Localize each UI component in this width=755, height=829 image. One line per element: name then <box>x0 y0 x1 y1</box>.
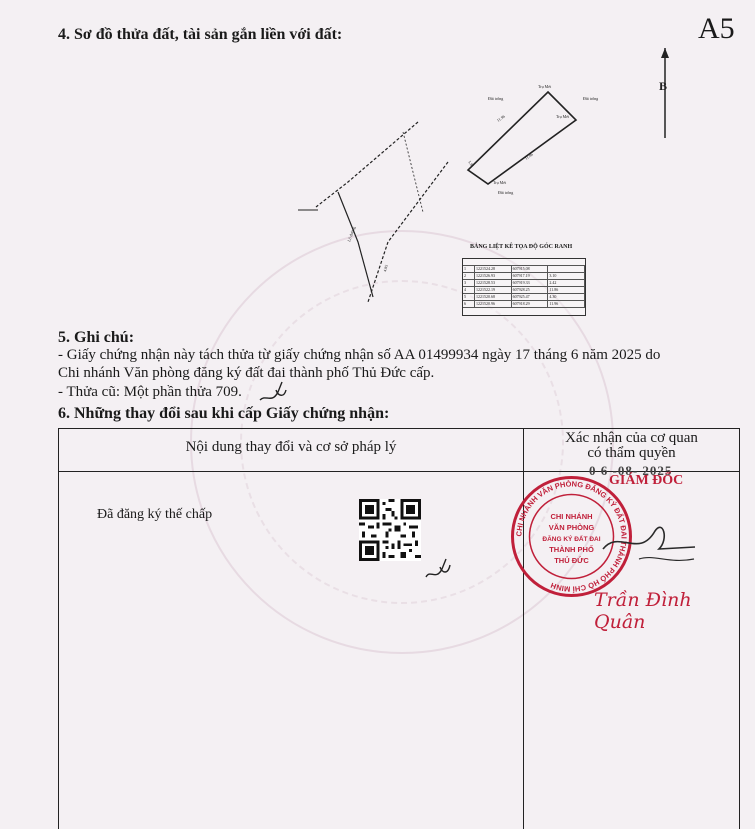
coord-table-cell: 1221520.96 <box>475 301 512 307</box>
section-5-title: 5. Ghi chú: <box>58 329 135 346</box>
map-label: Trụ Mét <box>493 180 507 185</box>
signature-stroke-icon <box>599 509 699 579</box>
note-line-1: - Giấy chứng nhận này tách thửa từ giấy chứng nhận số AA 01499934 ngày 17 tháng 6 năm 2025 do <box>58 347 661 363</box>
change-entry: Đã đăng ký thế chấp <box>97 507 213 522</box>
seal-line-5: THỦ ĐỨC <box>554 556 589 565</box>
note-line-3: - Thửa cũ: Một phần thửa 709. <box>58 384 242 400</box>
coord-table-cell: 5 <box>463 294 475 300</box>
section-6-title: 6. Những thay đổi sau khi cấp Giấy chứng nhận: <box>58 405 390 422</box>
seal-line-4: THÀNH PHỐ <box>549 545 594 554</box>
page-format-label: A5 <box>698 12 735 45</box>
confirmation-column-header: Xác nhận của cơ quan <box>565 430 698 446</box>
dimension-label: 5.81 <box>467 159 476 169</box>
coord-table-cell: 607919.33 <box>512 280 549 286</box>
north-label: B <box>659 79 668 93</box>
map-label: Đất trống <box>583 96 598 101</box>
section-4-title: 4. Sơ đồ thửa đất, tài sản gắn liền với đất: <box>58 26 343 43</box>
north-arrow-icon <box>655 48 675 138</box>
coord-table-cell: 607917.19 <box>512 273 549 279</box>
road-edge-1 <box>316 122 418 207</box>
coord-table-cell: 1221522.19 <box>475 287 512 293</box>
seal-line-1: CHI NHÁNH <box>550 512 593 521</box>
coord-table-cell: 607925.47 <box>512 294 549 300</box>
coord-table-row <box>463 294 585 301</box>
coord-table-cell: 6 <box>463 301 475 307</box>
seal-line-3: ĐĂNG KÝ ĐẤT ĐAI <box>542 536 601 543</box>
land-plot-boundary <box>468 92 576 184</box>
signer-name: Trần Đình Quân <box>594 589 692 633</box>
director-title: GIÁM ĐỐC <box>609 473 684 488</box>
coord-table-cell: 4 <box>463 287 475 293</box>
note-line-2: Chi nhánh Văn phòng đăng ký đất đai thành phố Thủ Đức cấp. <box>58 365 435 381</box>
coord-table-cell: 4.30 <box>548 294 585 300</box>
initial-mark-icon <box>258 380 288 406</box>
dimension-label: 11.96 <box>495 113 506 123</box>
changes-table <box>58 428 740 829</box>
map-label: Trụ Mét <box>538 84 552 89</box>
coord-table-cell <box>548 266 585 272</box>
coord-table-cell: 11.86 <box>548 287 585 293</box>
coord-table-cell: 3 <box>463 280 475 286</box>
coord-table-cell: 1221528.53 <box>475 280 512 286</box>
coord-table-cell: 1221526.93 <box>475 273 512 279</box>
coord-table-cell: 1221524.28 <box>475 266 512 272</box>
map-label: Trụ Mét <box>556 114 570 119</box>
coord-table-row <box>463 266 585 273</box>
coord-table-cell: 1 <box>463 266 475 272</box>
coordinate-table <box>462 258 586 316</box>
map-label: Đất trống <box>488 96 504 101</box>
road-edge-2 <box>368 162 448 302</box>
initial-mark-icon <box>424 557 452 583</box>
coord-table-cell: 2.42 <box>548 280 585 286</box>
road-edge-3 <box>338 192 373 297</box>
coord-table-cell: 3.10 <box>548 273 585 279</box>
seal-ring-text: CHI NHÁNH VĂN PHÒNG ĐĂNG KÝ ĐẤT ĐAI THÀNH PHỐ HỒ CHÍ MINH <box>514 479 629 594</box>
coord-table-cell: 2 <box>463 273 475 279</box>
coord-table-row <box>463 301 585 308</box>
coord-table-row <box>463 287 585 294</box>
confirmation-column-header-line-2: có thẩm quyền <box>587 445 676 461</box>
qr-code-icon <box>359 499 421 561</box>
coord-table-header <box>463 259 585 266</box>
coord-table-row <box>463 280 585 287</box>
seal-line-2: VĂN PHÒNG <box>548 523 595 532</box>
coord-table-row <box>463 273 585 280</box>
coord-table-cell: 11.96 <box>548 301 585 307</box>
coord-table-title: BẢNG LIỆT KÊ TỌA ĐỘ GÓC RANH <box>470 244 573 250</box>
dimension-label: 4.85 <box>382 264 389 273</box>
coord-table-cell: 607915.08 <box>512 266 549 272</box>
coord-table-cell: 607928.25 <box>512 287 549 293</box>
dimension-label: 11.86 <box>523 151 534 161</box>
stamp-date: 0 6 -08- 2025 <box>589 463 673 478</box>
map-label: Đất trống <box>498 190 514 195</box>
coord-table-cell: 607918.29 <box>512 301 549 307</box>
changes-column-header: Nội dung thay đổi và cơ sở pháp lý <box>185 439 397 455</box>
map-label: Lô đường <box>346 225 357 243</box>
coord-table-cell: 1221520.68 <box>475 294 512 300</box>
